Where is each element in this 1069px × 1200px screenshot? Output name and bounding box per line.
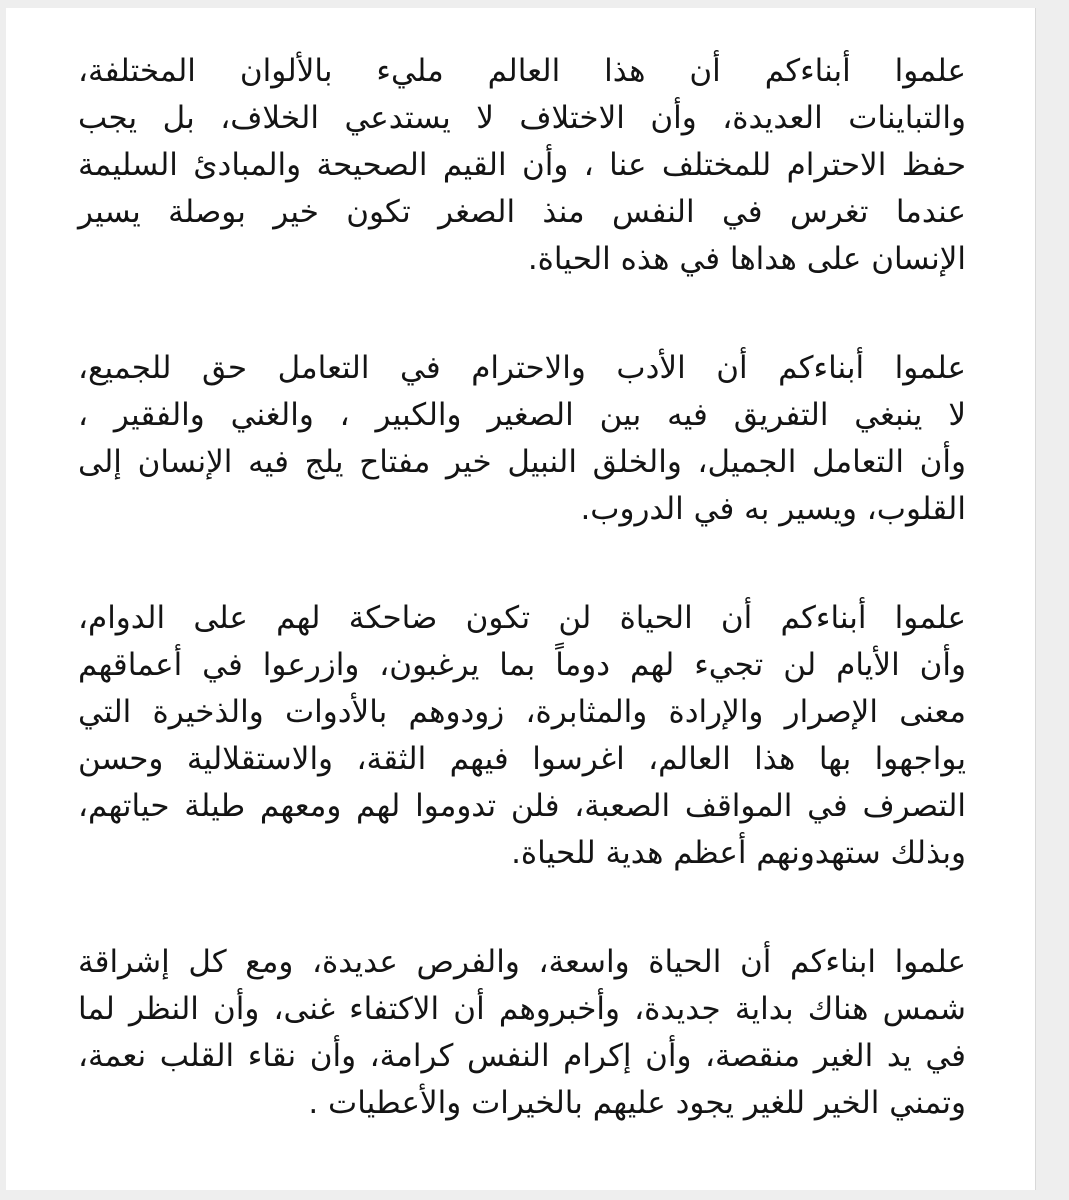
document-page [6, 8, 1036, 1190]
text-line: شمس هناك بداية جديدة، وأخبروهم أن الاكتفاء غنى، وأن النظر لما [78, 991, 966, 1027]
document-body [78, 48, 966, 1189]
text-line: وأن الأيام لن تجيء لهم دوماً بما يرغبون، وازرعوا في أعماقهم [78, 647, 966, 683]
text-line: معنى الإصرار والإرادة والمثابرة، زودوهم بالأدوات والذخيرة التي [78, 694, 966, 730]
text-line: التصرف في المواقف الصعبة، فلن تدوموا لهم ومعهم طيلة حياتهم، [78, 788, 966, 824]
paragraph-4 [78, 939, 966, 1127]
text-line: عندما تغرس في النفس منذ الصغر تكون خير بوصلة يسير [78, 194, 966, 230]
text-line: علموا أبناءكم أن الحياة لن تكون ضاحكة لهم على الدوام، [78, 600, 966, 636]
text-line: الإنسان على هداها في هذه الحياة. [527, 241, 966, 277]
paragraph-3 [78, 595, 966, 877]
text-line: يواجهوا بها هذا العالم، اغرسوا فيهم الثقة، والاستقلالية وحسن [78, 741, 966, 777]
paragraph-1 [78, 48, 966, 283]
text-line: القلوب، ويسير به في الدروب. [580, 491, 966, 527]
text-line: وتمني الخير للغير يجود عليهم بالخيرات والأعطيات . [308, 1085, 966, 1121]
text-line: وبذلك ستهدونهم أعظم هدية للحياة. [511, 835, 966, 871]
paragraph-2 [78, 345, 966, 533]
text-line: والتباينات العديدة، وأن الاختلاف لا يستدعي الخلاف، بل يجب [78, 100, 966, 136]
text-line: علموا أبناءكم أن الأدب والاحترام في التعامل حق للجميع، [78, 350, 966, 386]
text-line: علموا أبناءكم أن هذا العالم مليء بالألوان المختلفة، [78, 53, 966, 89]
text-line: في يد الغير منقصة، وأن إكرام النفس كرامة، وأن نقاء القلب نعمة، [78, 1038, 966, 1074]
text-line: علموا ابناءكم أن الحياة واسعة، والفرص عديدة، ومع كل إشراقة [78, 944, 966, 980]
text-line: لا ينبغي التفريق فيه بين الصغير والكبير ، والغني والفقير ، [78, 397, 966, 433]
text-line: وأن التعامل الجميل، والخلق النبيل خير مفتاح يلج فيه الإنسان إلى [78, 444, 966, 480]
text-line: حفظ الاحترام للمختلف عنا ، وأن القيم الصحيحة والمبادئ السليمة [78, 147, 966, 183]
